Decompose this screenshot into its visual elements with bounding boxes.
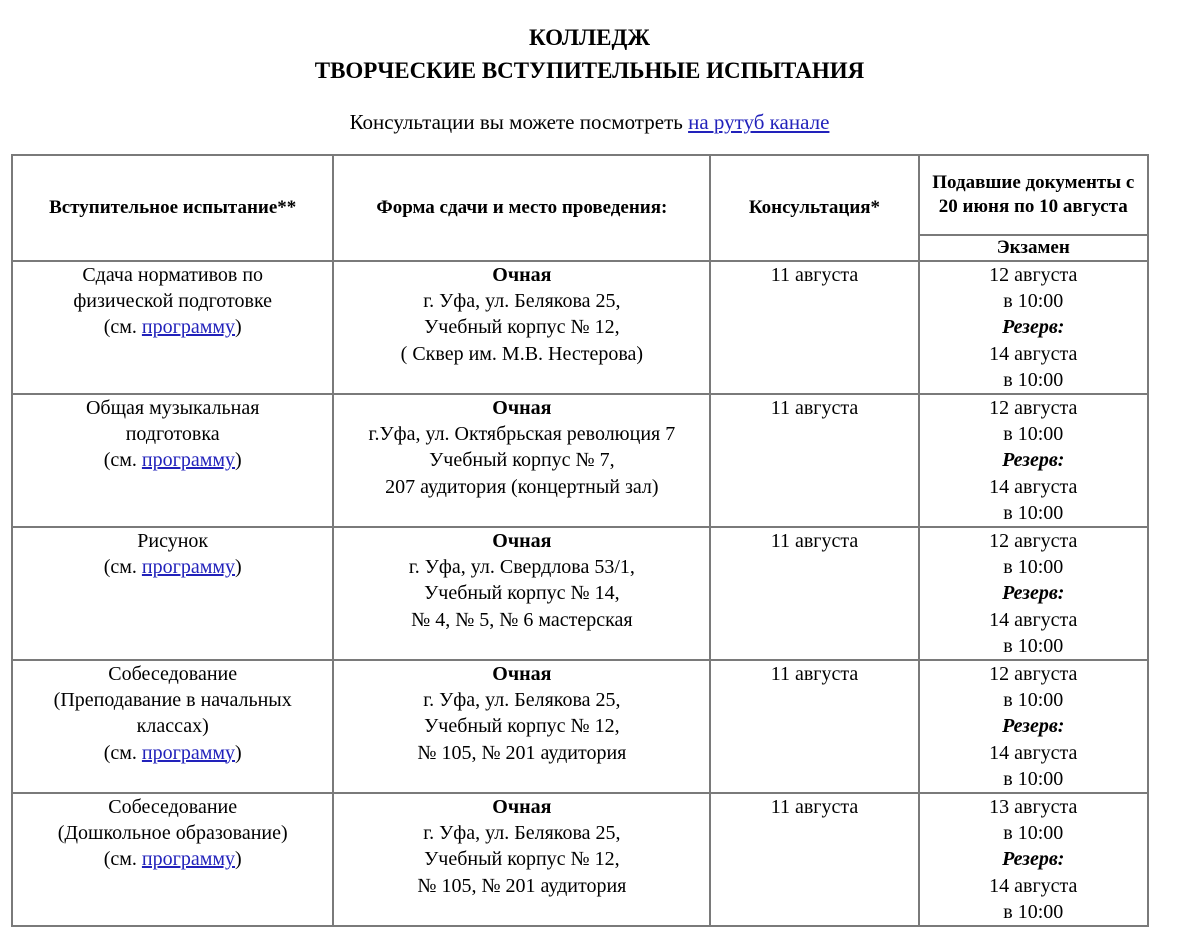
address-line: № 105, № 201 аудитория xyxy=(417,874,627,897)
title-college: КОЛЛЕДЖ xyxy=(528,25,651,50)
consultation-date: 11 августа xyxy=(770,663,859,686)
exam-date: 12 августа xyxy=(989,264,1078,286)
cell-exam-schedule xyxy=(919,793,1148,926)
reserve-time: в 10:00 xyxy=(1003,900,1064,923)
exam-name-line: классах) xyxy=(136,715,209,738)
exam-name-line: Рисунок xyxy=(137,530,209,553)
column-header-exam: Вступительное испытание** xyxy=(12,155,333,261)
cell-form-place xyxy=(333,660,710,793)
exam-time: в 10:00 xyxy=(1003,689,1064,712)
address-line: г. Уфа, ул. Белякова 25, xyxy=(423,822,621,845)
reserve-label: Резерв: xyxy=(1002,316,1065,339)
consultation-text: Консультации вы можете посмотреть xyxy=(349,110,689,134)
consultation-date: 11 августа xyxy=(770,796,859,819)
address-line: г. Уфа, ул. Белякова 25, xyxy=(423,290,621,313)
program-ref: (см. программу) xyxy=(103,741,242,764)
rutube-channel-link[interactable]: на рутуб канале xyxy=(688,110,830,134)
exam-form: Очная xyxy=(492,663,552,686)
table-row xyxy=(12,394,1148,527)
exam-form: Очная xyxy=(492,264,552,286)
exam-time: в 10:00 xyxy=(1003,822,1064,845)
reserve-time: в 10:00 xyxy=(1003,501,1064,524)
table-row xyxy=(12,527,1148,660)
page-title xyxy=(0,0,1179,87)
consultation-date: 11 августа xyxy=(770,397,859,420)
program-link[interactable]: программу xyxy=(141,556,236,579)
exam-time: в 10:00 xyxy=(1003,423,1064,446)
column-header-consultation: Консультация* xyxy=(710,155,918,261)
exam-time: в 10:00 xyxy=(1003,290,1064,313)
program-ref: (см. программу) xyxy=(103,449,242,472)
exam-time: в 10:00 xyxy=(1003,556,1064,579)
address-line: Учебный корпус № 12, xyxy=(424,848,620,871)
address-line: Учебный корпус № 7, xyxy=(429,449,615,472)
cell-consultation xyxy=(710,261,918,394)
cell-consultation xyxy=(710,527,918,660)
program-ref: (см. программу) xyxy=(103,556,242,579)
cell-form-place xyxy=(333,261,710,394)
exam-name-line: (Дошкольное образование) xyxy=(57,822,288,845)
exam-name-line: Сдача нормативов по xyxy=(82,264,264,286)
reserve-time: в 10:00 xyxy=(1003,634,1064,657)
address-line: ( Сквер им. М.В. Нестерова) xyxy=(400,342,644,365)
cell-exam-schedule xyxy=(919,527,1148,660)
reserve-label: Резерв: xyxy=(1002,848,1065,871)
exam-form: Очная xyxy=(492,397,552,420)
reserve-time: в 10:00 xyxy=(1003,767,1064,790)
address-line: 207 аудитория (концертный зал) xyxy=(385,475,659,498)
column-header-submitted: Подавшие документы с 20 июня по 10 августа xyxy=(919,155,1148,235)
reserve-time: в 10:00 xyxy=(1003,368,1064,391)
table-row xyxy=(12,793,1148,926)
program-link[interactable]: программу xyxy=(141,848,236,871)
cell-consultation xyxy=(710,793,918,926)
exam-date: 12 августа xyxy=(989,530,1078,553)
consultation-note xyxy=(0,109,1179,135)
cell-exam-schedule xyxy=(919,261,1148,394)
reserve-date: 14 августа xyxy=(989,475,1078,498)
address-line: Учебный корпус № 12, xyxy=(424,715,620,738)
exam-date: 12 августа xyxy=(989,663,1078,686)
cell-consultation xyxy=(710,394,918,527)
exam-name-line: Собеседование xyxy=(108,663,238,686)
address-line: Учебный корпус № 14, xyxy=(424,582,620,605)
reserve-label: Резерв: xyxy=(1002,582,1065,605)
reserve-label: Резерв: xyxy=(1002,715,1065,738)
exam-form: Очная xyxy=(492,796,552,819)
exam-name-line: физической подготовке xyxy=(73,290,273,313)
title-exams: ТВОРЧЕСКИЕ ВСТУПИТЕЛЬНЫЕ ИСПЫТАНИЯ xyxy=(314,58,865,83)
exam-form: Очная xyxy=(492,530,552,553)
exam-name-line: подготовка xyxy=(125,423,220,446)
column-header-form-place: Форма сдачи и место проведения: xyxy=(333,155,710,261)
column-header-exam-date: Экзамен xyxy=(919,235,1148,261)
address-line: г. Уфа, ул. Белякова 25, xyxy=(423,689,621,712)
cell-form-place xyxy=(333,793,710,926)
reserve-date: 14 августа xyxy=(989,342,1078,365)
exam-name-line: Собеседование xyxy=(108,796,238,819)
cell-exam xyxy=(12,394,333,527)
consultation-date: 11 августа xyxy=(770,264,859,286)
exam-date: 12 августа xyxy=(989,397,1078,420)
address-line: Учебный корпус № 12, xyxy=(424,316,620,339)
reserve-date: 14 августа xyxy=(989,608,1078,631)
exam-name-line: Общая музыкальная xyxy=(85,397,260,420)
cell-consultation xyxy=(710,660,918,793)
cell-exam xyxy=(12,527,333,660)
exam-name-line: (Преподавание в начальных xyxy=(53,689,292,712)
cell-exam-schedule xyxy=(919,660,1148,793)
exam-date: 13 августа xyxy=(989,796,1078,819)
cell-exam xyxy=(12,261,333,394)
program-ref: (см. программу) xyxy=(103,848,242,871)
program-link[interactable]: программу xyxy=(141,741,236,764)
reserve-date: 14 августа xyxy=(989,874,1078,897)
address-line: № 4, № 5, № 6 мастерская xyxy=(411,608,633,631)
cell-exam-schedule xyxy=(919,394,1148,527)
exam-schedule-table xyxy=(11,154,1149,927)
program-ref: (см. программу) xyxy=(103,316,242,339)
program-link[interactable]: программу xyxy=(141,449,236,472)
address-line: г. Уфа, ул. Свердлова 53/1, xyxy=(408,556,635,579)
program-link[interactable]: программу xyxy=(141,316,236,339)
consultation-date: 11 августа xyxy=(770,530,859,553)
address-line: № 105, № 201 аудитория xyxy=(417,741,627,764)
cell-exam xyxy=(12,793,333,926)
reserve-date: 14 августа xyxy=(989,741,1078,764)
cell-form-place xyxy=(333,394,710,527)
cell-exam xyxy=(12,660,333,793)
table-row xyxy=(12,660,1148,793)
table-row xyxy=(12,261,1148,394)
address-line: г.Уфа, ул. Октябрьская революция 7 xyxy=(368,423,676,446)
reserve-label: Резерв: xyxy=(1002,449,1065,472)
cell-form-place xyxy=(333,527,710,660)
